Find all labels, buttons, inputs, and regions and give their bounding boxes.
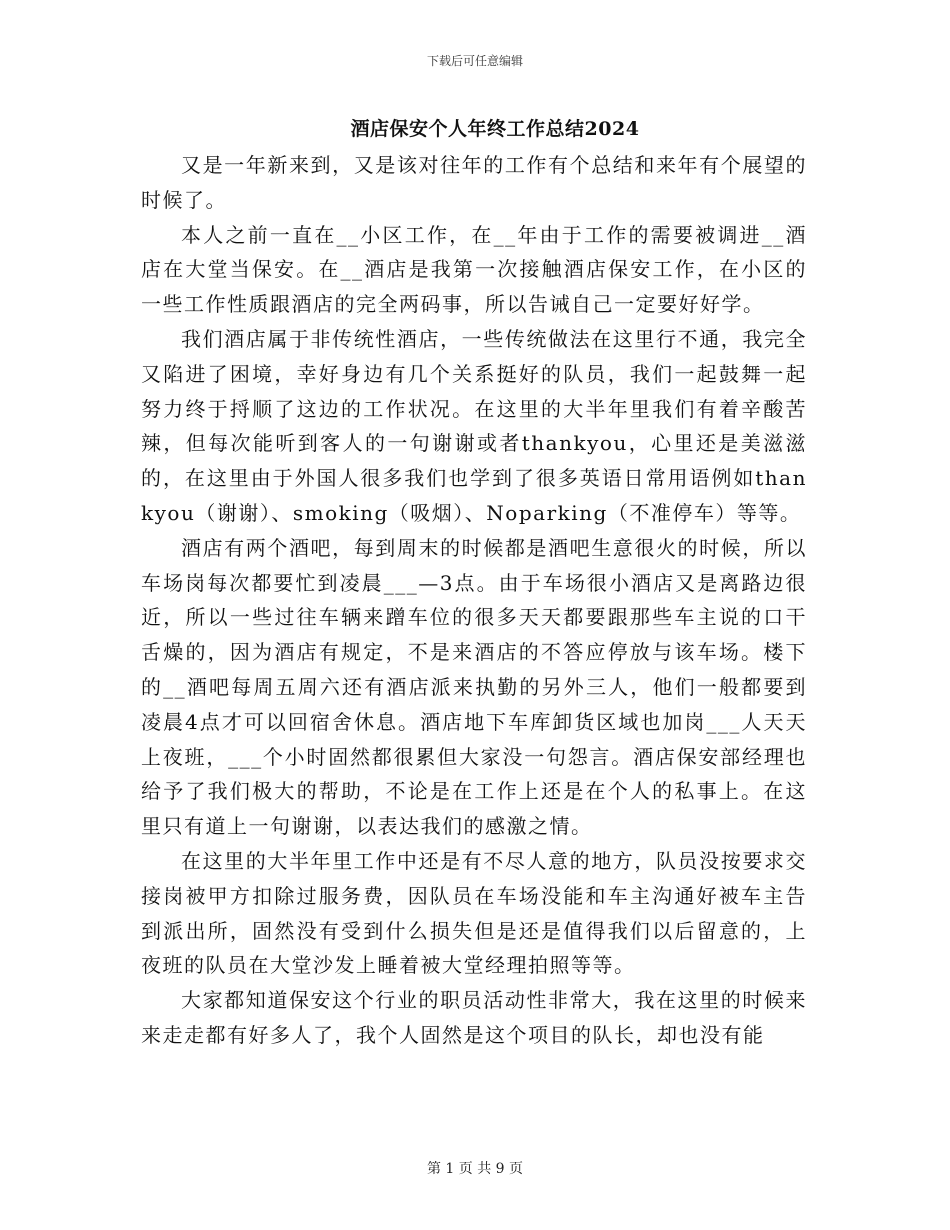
paragraph: 本人之前一直在__小区工作，在__年由于工作的需要被调进__酒店在大堂当保安。在__酒店是我第一次接触酒店保安工作，在小区的一些工作性质跟酒店的完全两码事，所以告诫自己一定要好好学。 bbox=[141, 222, 807, 317]
page-number: 第 1 页 共 9 页 bbox=[426, 1161, 524, 1177]
paragraph: 在这里的大半年里工作中还是有不尽人意的地方，队员没按要求交接岗被甲方扣除过服务费，因队员在车场没能和车主沟通好被车主告到派出所，固然没有受到什么损失但是还是值得我们以后留意的，上夜班的队员在大堂沙发上睡着被大堂经理拍照等等。 bbox=[141, 848, 807, 978]
paragraph: 酒店有两个酒吧，每到周末的时候都是酒吧生意很火的时候，所以车场岗每次都要忙到凌晨___—3点。由于车场很小酒店又是离路边很近，所以一些过往车辆来蹭车位的很多天天都要跟那些车主说的口干舌燥的，因为酒店有规定，不是来酒店的不答应停放与该车场。楼下的__酒吧每周五周六还有酒店派来执勤的另外三人，他们一般都要到凌晨4点才可以回宿舍休息。酒店地下车库卸货区域也加岗___人天天上夜班，___个小时固然都很累但大家没一句怨言。酒店保安部经理也给予了我们极大的帮助，不论是在工作上还是在个人的私事上。在这里只有道上一句谢谢，以表达我们的感激之情。 bbox=[141, 535, 807, 839]
paragraph: 又是一年新来到，又是该对往年的工作有个总结和来年有个展望的时候了。 bbox=[141, 153, 807, 212]
paragraph: 我们酒店属于非传统性酒店，一些传统做法在这里行不通，我完全又陷进了困境，幸好身边有几个关系挺好的队员，我们一起鼓舞一起努力终于捋顺了这边的工作状况。在这里的大半年里我们有着辛酸苦辣，但每次能听到客人的一句谢谢或者thankyou，心里还是美滋滋的，在这里由于外国人很多我们也学到了很多英语日常用语例如thankyou（谢谢）、smoking（吸烟）、Noparking（不准停车）等等。 bbox=[141, 326, 807, 525]
paragraph: 大家都知道保安这个行业的职员活动性非常大，我在这里的时候来来走走都有好多人了，我个人固然是这个项目的队长，却也没有能 bbox=[141, 988, 807, 1047]
document-body bbox=[141, 148, 807, 1053]
document-title: 酒店保安个人年终工作总结2024 bbox=[350, 118, 640, 140]
page-header-note: 下载后可任意编辑 bbox=[426, 54, 523, 68]
